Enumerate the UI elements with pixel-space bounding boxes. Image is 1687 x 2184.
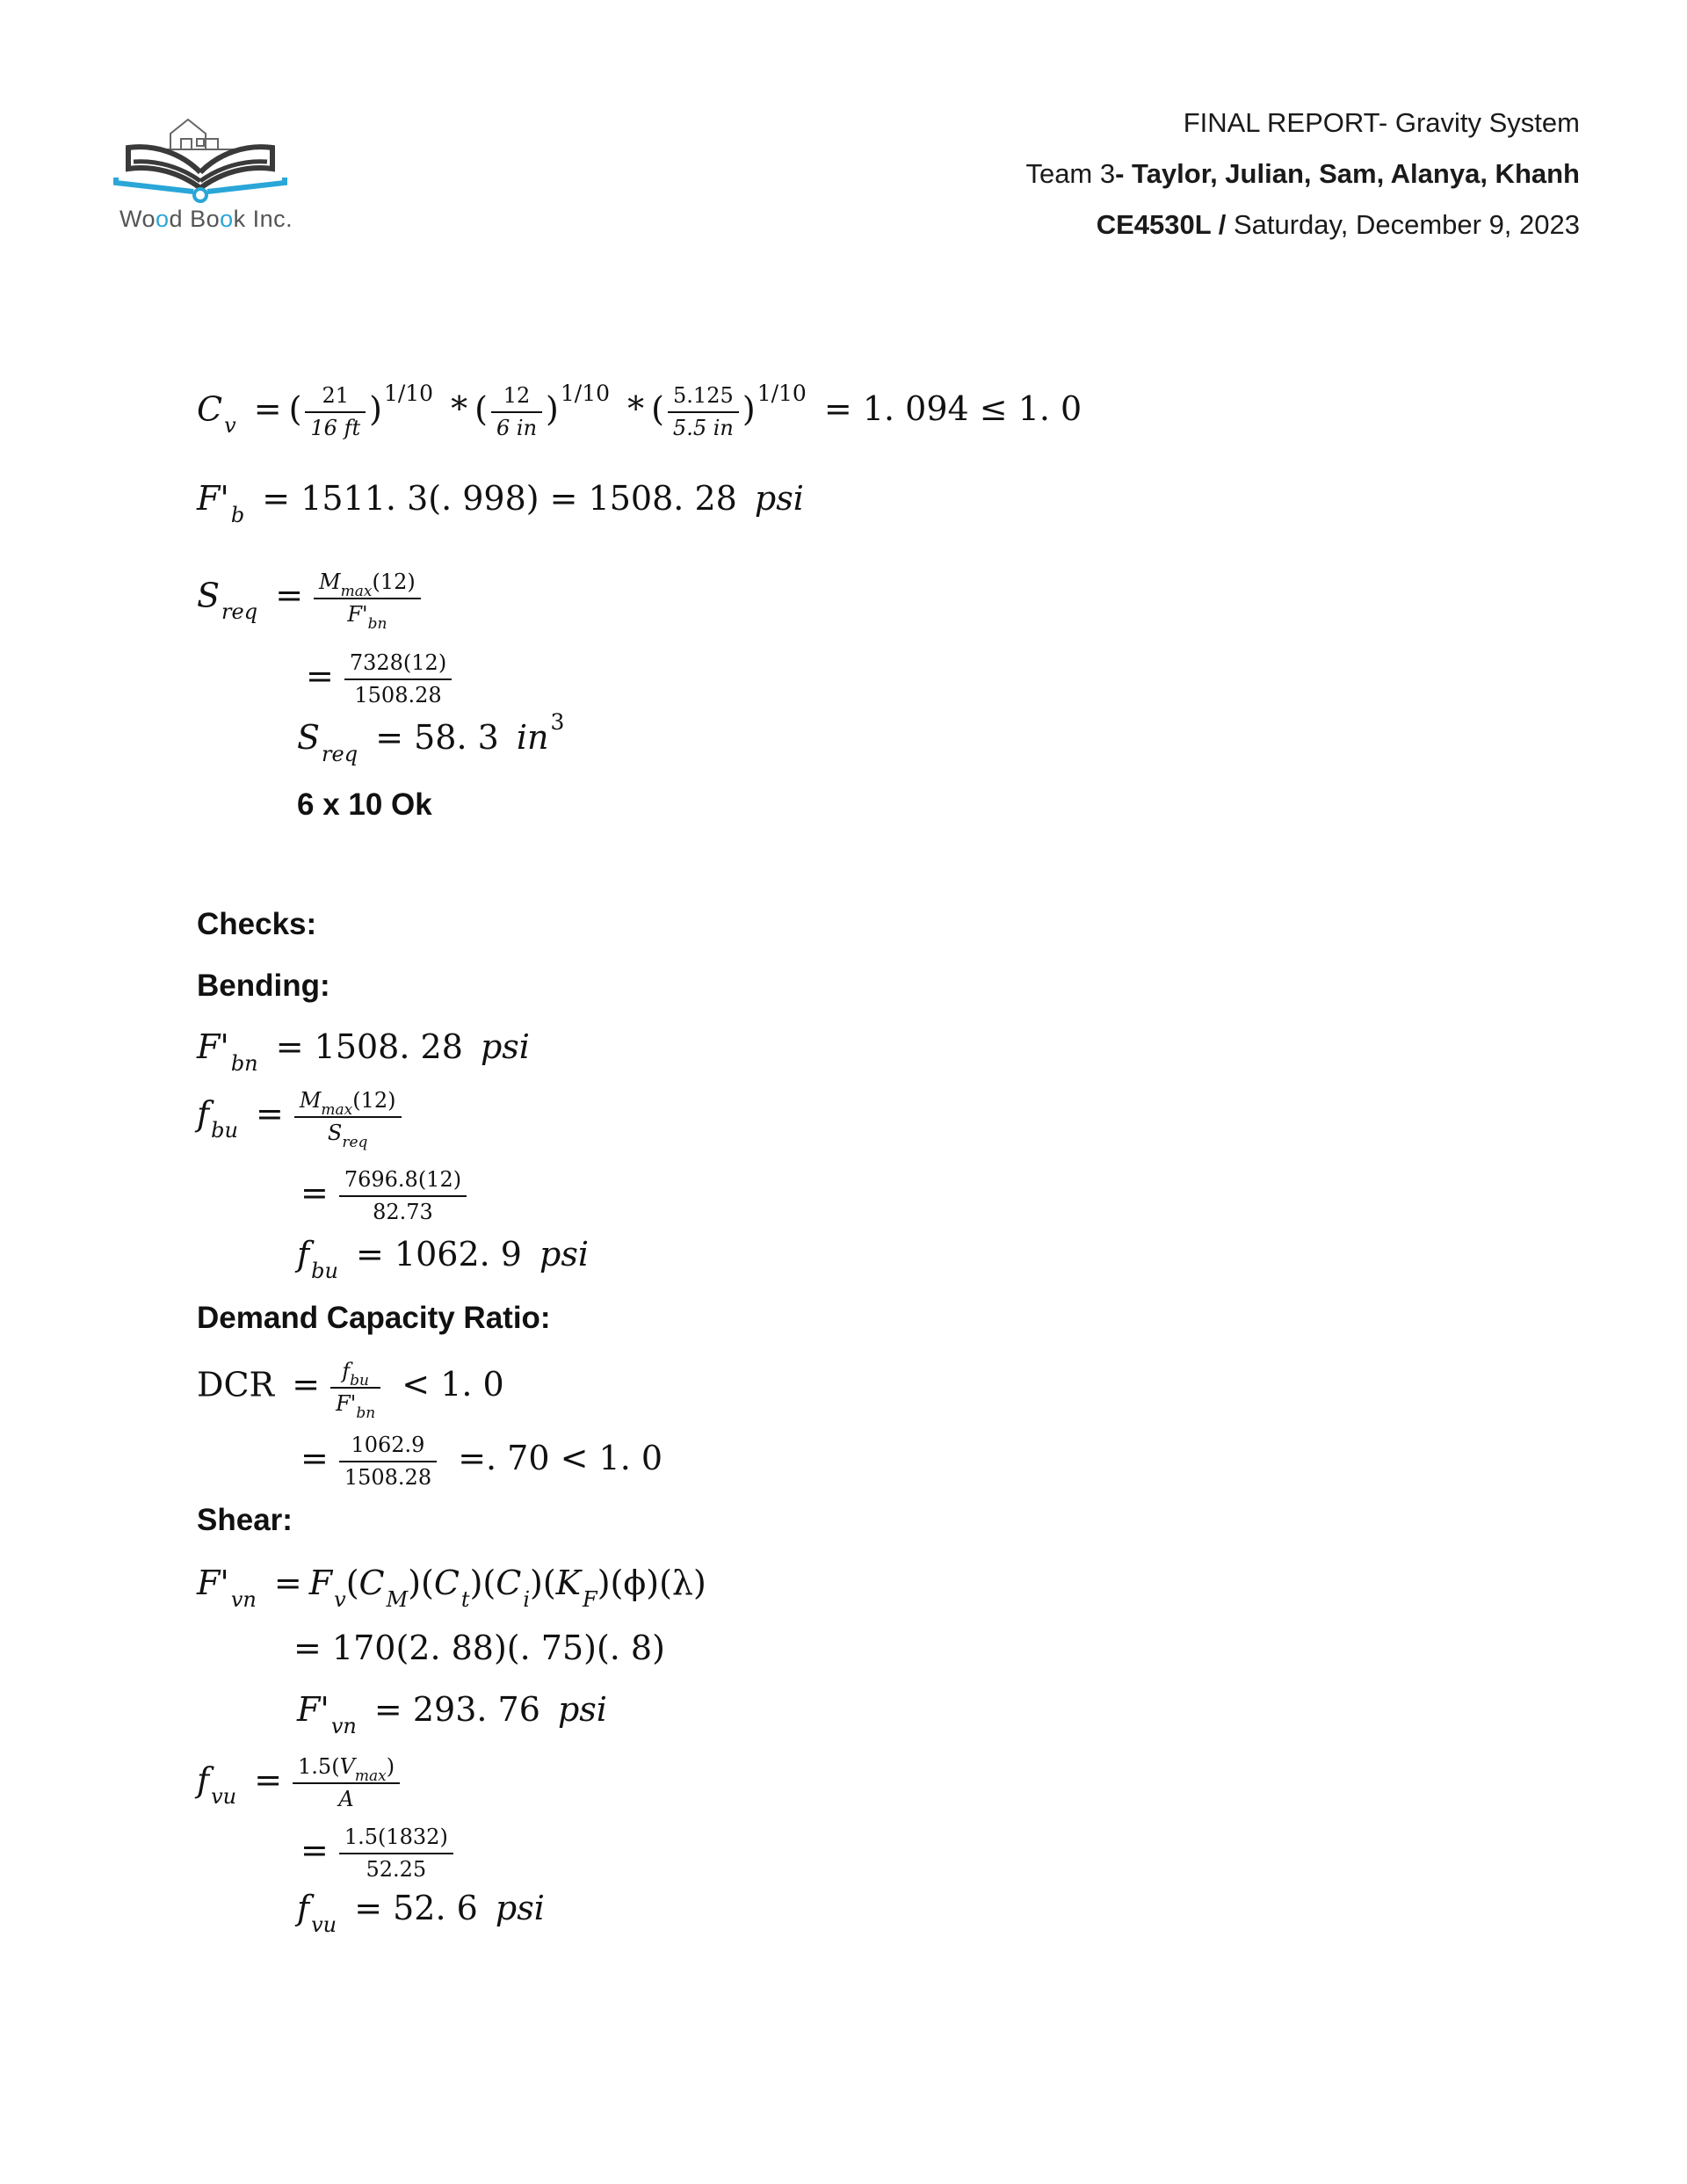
- dcr-equation: DCR = $\frac{f_{bu}}{F'_{bn}}$ < 1. 0: [197, 1359, 504, 1422]
- section-size-ok: 6 x 10 Ok: [297, 787, 432, 822]
- report-title: FINAL REPORT- Gravity System: [1183, 107, 1580, 138]
- fbu-substitution: = $\frac{7696.8(12)}{82.73}$: [293, 1167, 470, 1225]
- fbu-equation: $f_{bu}$ = $\frac{M_{max}(12)}{S_{req}}$: [197, 1088, 405, 1146]
- fvn-result: $F'_{vn} = 293$. 76 psi: [297, 1690, 607, 1738]
- company-logo: [104, 107, 297, 239]
- fvn-substitution: = 170(2. 88)(. 75)(. 8): [293, 1629, 665, 1667]
- dcr-result: = $\frac{1062.9}{1508.28}$ =. 70 < 1. 0: [300, 1433, 663, 1490]
- heading-shear: Shear:: [197, 1503, 293, 1537]
- fvu-result: $f_{vu} = 52$. 6 psi: [297, 1889, 545, 1937]
- heading-checks: Checks:: [197, 907, 317, 941]
- logo-text: Wood Book Inc.: [119, 206, 293, 232]
- fbu-result: $f_{bu} = 1062$. 9 psi: [297, 1235, 590, 1283]
- heading-bending: Bending:: [197, 969, 330, 1003]
- book-house-logo-icon: [109, 107, 293, 206]
- team-line: Team 3- Taylor, Julian, Sam, Alanya, Khanh: [1025, 158, 1580, 189]
- sreq-substitution: = $\frac{7328(12)}{1508.28}$: [299, 650, 455, 708]
- sreq-result: $S_{req} = 58$. 3 $in^3$: [297, 709, 565, 766]
- fvu-equation: $f_{vu}$ = $\frac{1.5(V_{max})}{A}$: [197, 1754, 403, 1812]
- fvn-equation: $F'_{vn} = F_v(C_M)(C_t)(C_i)(K_F)(\phi)(\lambda)$: [197, 1564, 706, 1612]
- course-date-line: CE4530L / Saturday, December 9, 2023: [1096, 209, 1580, 240]
- sreq-equation: $S_{req}$ = $\frac{M_{max}(12)}{F'_{bn}}$: [197, 570, 424, 628]
- fvu-substitution: = $\frac{1.5(1832)}{52.25}$: [293, 1825, 457, 1883]
- fb-equation: $F'_b = 1511$. 3(. 998) = 1508. 28 psi: [197, 479, 804, 527]
- heading-dcr: Demand Capacity Ratio:: [197, 1301, 551, 1335]
- fbn-equation: $F'_{bn} = 1508$. 28 psi: [197, 1027, 530, 1076]
- cv-equation: $C_v$ = ( $\frac{21}{16 ft}$ )$^{1/10}$ * ( $\frac{12}{6 in}$ )$^{1/10}$ * ( $\frac{5.125}{5.5 in}$ )$^{1/10}$ = 1. 094 ≤ 1. 0: [197, 381, 1082, 440]
